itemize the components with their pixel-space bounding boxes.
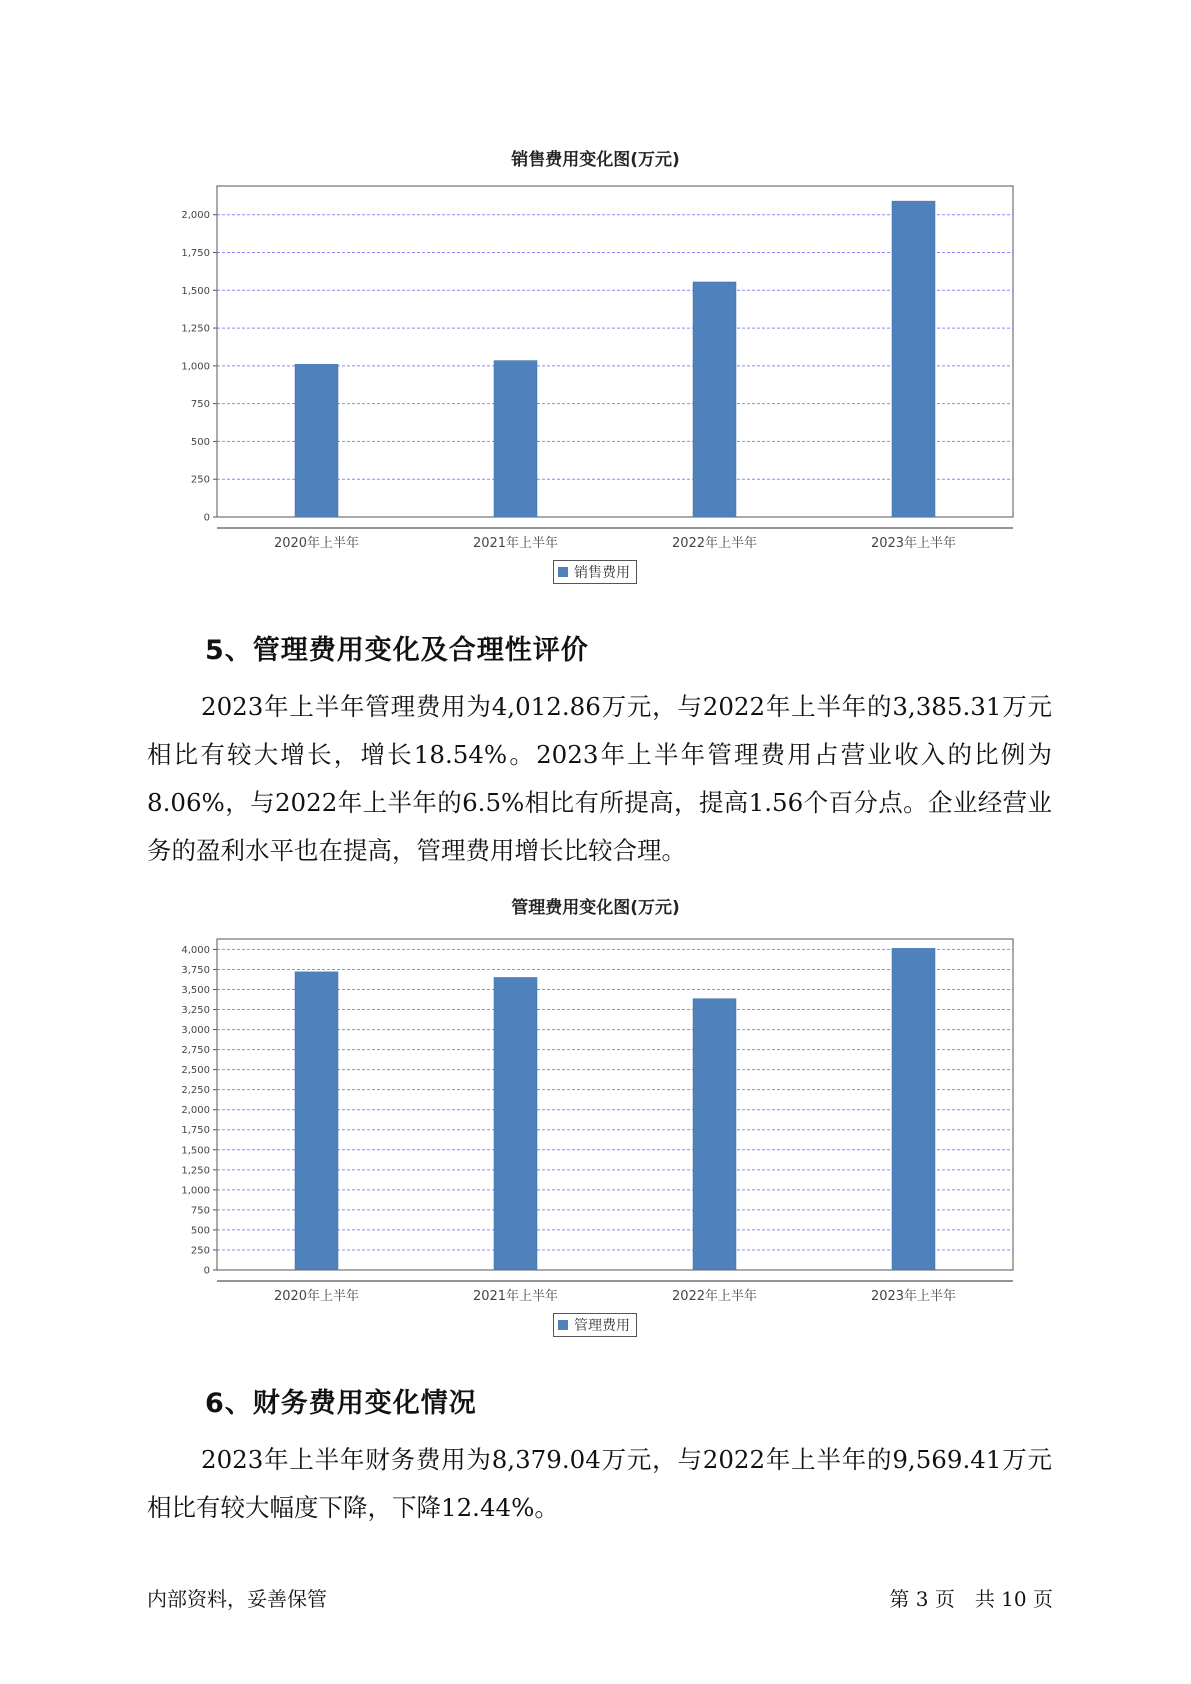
x-tick-label: 2021年上半年 <box>472 536 559 551</box>
management-chart-legend <box>553 1313 637 1337</box>
bar <box>494 977 537 1270</box>
section5-heading: 5、管理费用变化及合理性评价 <box>205 635 589 666</box>
y-tick-label: 250 <box>190 1245 210 1257</box>
legend-label: 管理费用 <box>574 1318 630 1334</box>
footer-left: 内部资料，妥善保管 <box>147 1587 327 1611</box>
y-tick-label: 1,500 <box>181 1145 210 1157</box>
y-tick-label: 2,250 <box>181 1085 210 1097</box>
y-tick-label: 1,250 <box>181 323 210 335</box>
bar <box>693 999 736 1270</box>
y-tick-label: 4,000 <box>181 944 210 956</box>
y-tick-label: 1,000 <box>181 361 210 373</box>
y-tick-label: 0 <box>203 1265 210 1277</box>
y-tick-label: 250 <box>190 474 210 486</box>
x-tick-label: 2022年上半年 <box>671 1289 758 1304</box>
y-tick-label: 2,750 <box>181 1045 210 1057</box>
x-tick-label: 2022年上半年 <box>671 536 758 551</box>
bar <box>295 972 338 1270</box>
section6-paragraph: 2023年上半年财务费用为8,379.04万元，与2022年上半年的9,569.41万元相比有较大幅度下降，下降12.44%。 <box>147 1445 1052 1522</box>
y-tick-label: 500 <box>190 436 210 448</box>
y-tick-label: 1,250 <box>181 1165 210 1177</box>
x-tick-label: 2020年上半年 <box>273 1289 360 1304</box>
x-tick-label: 2021年上半年 <box>472 1289 559 1304</box>
y-tick-label: 3,000 <box>181 1025 210 1037</box>
y-tick-label: 3,250 <box>181 1005 210 1017</box>
section5-paragraph: 2023年上半年管理费用为4,012.86万元，与2022年上半年的3,385.31万元相比有较大增长，增长18.54%。2023年上半年管理费用占营业收入的比例为8.06%，与2022年上半年的6.5%相比有所提高，提高1.56个百分点。企业经营业务的盈利水平也在提高，管理费用增长比较合理。 <box>147 692 1052 865</box>
y-tick-label: 1,750 <box>181 1125 210 1137</box>
y-tick-label: 0 <box>203 512 210 524</box>
y-tick-label: 1,500 <box>181 285 210 297</box>
y-tick-label: 2,500 <box>181 1065 210 1077</box>
y-tick-label: 1,000 <box>181 1185 210 1197</box>
section6-heading: 6、财务费用变化情况 <box>205 1388 477 1419</box>
legend-swatch <box>558 1320 568 1330</box>
x-tick-label: 2023年上半年 <box>870 1289 957 1304</box>
sales-chart-title: 销售费用变化图(万元) <box>511 150 680 170</box>
y-tick-label: 3,750 <box>181 964 210 976</box>
management-chart-title: 管理费用变化图(万元) <box>511 898 680 918</box>
y-tick-label: 1,750 <box>181 248 210 260</box>
y-tick-label: 2,000 <box>181 1105 210 1117</box>
y-tick-label: 2,000 <box>181 210 210 222</box>
y-tick-label: 3,500 <box>181 984 210 996</box>
bar <box>892 948 935 1270</box>
y-tick-label: 750 <box>190 1205 210 1217</box>
legend-label: 销售费用 <box>574 565 630 581</box>
footer-page-number: 第 3 页 共 10 页 <box>889 1587 1053 1611</box>
y-tick-label: 750 <box>190 399 210 411</box>
x-tick-label: 2023年上半年 <box>870 536 957 551</box>
x-tick-label: 2020年上半年 <box>273 536 360 551</box>
y-tick-label: 500 <box>190 1225 210 1237</box>
